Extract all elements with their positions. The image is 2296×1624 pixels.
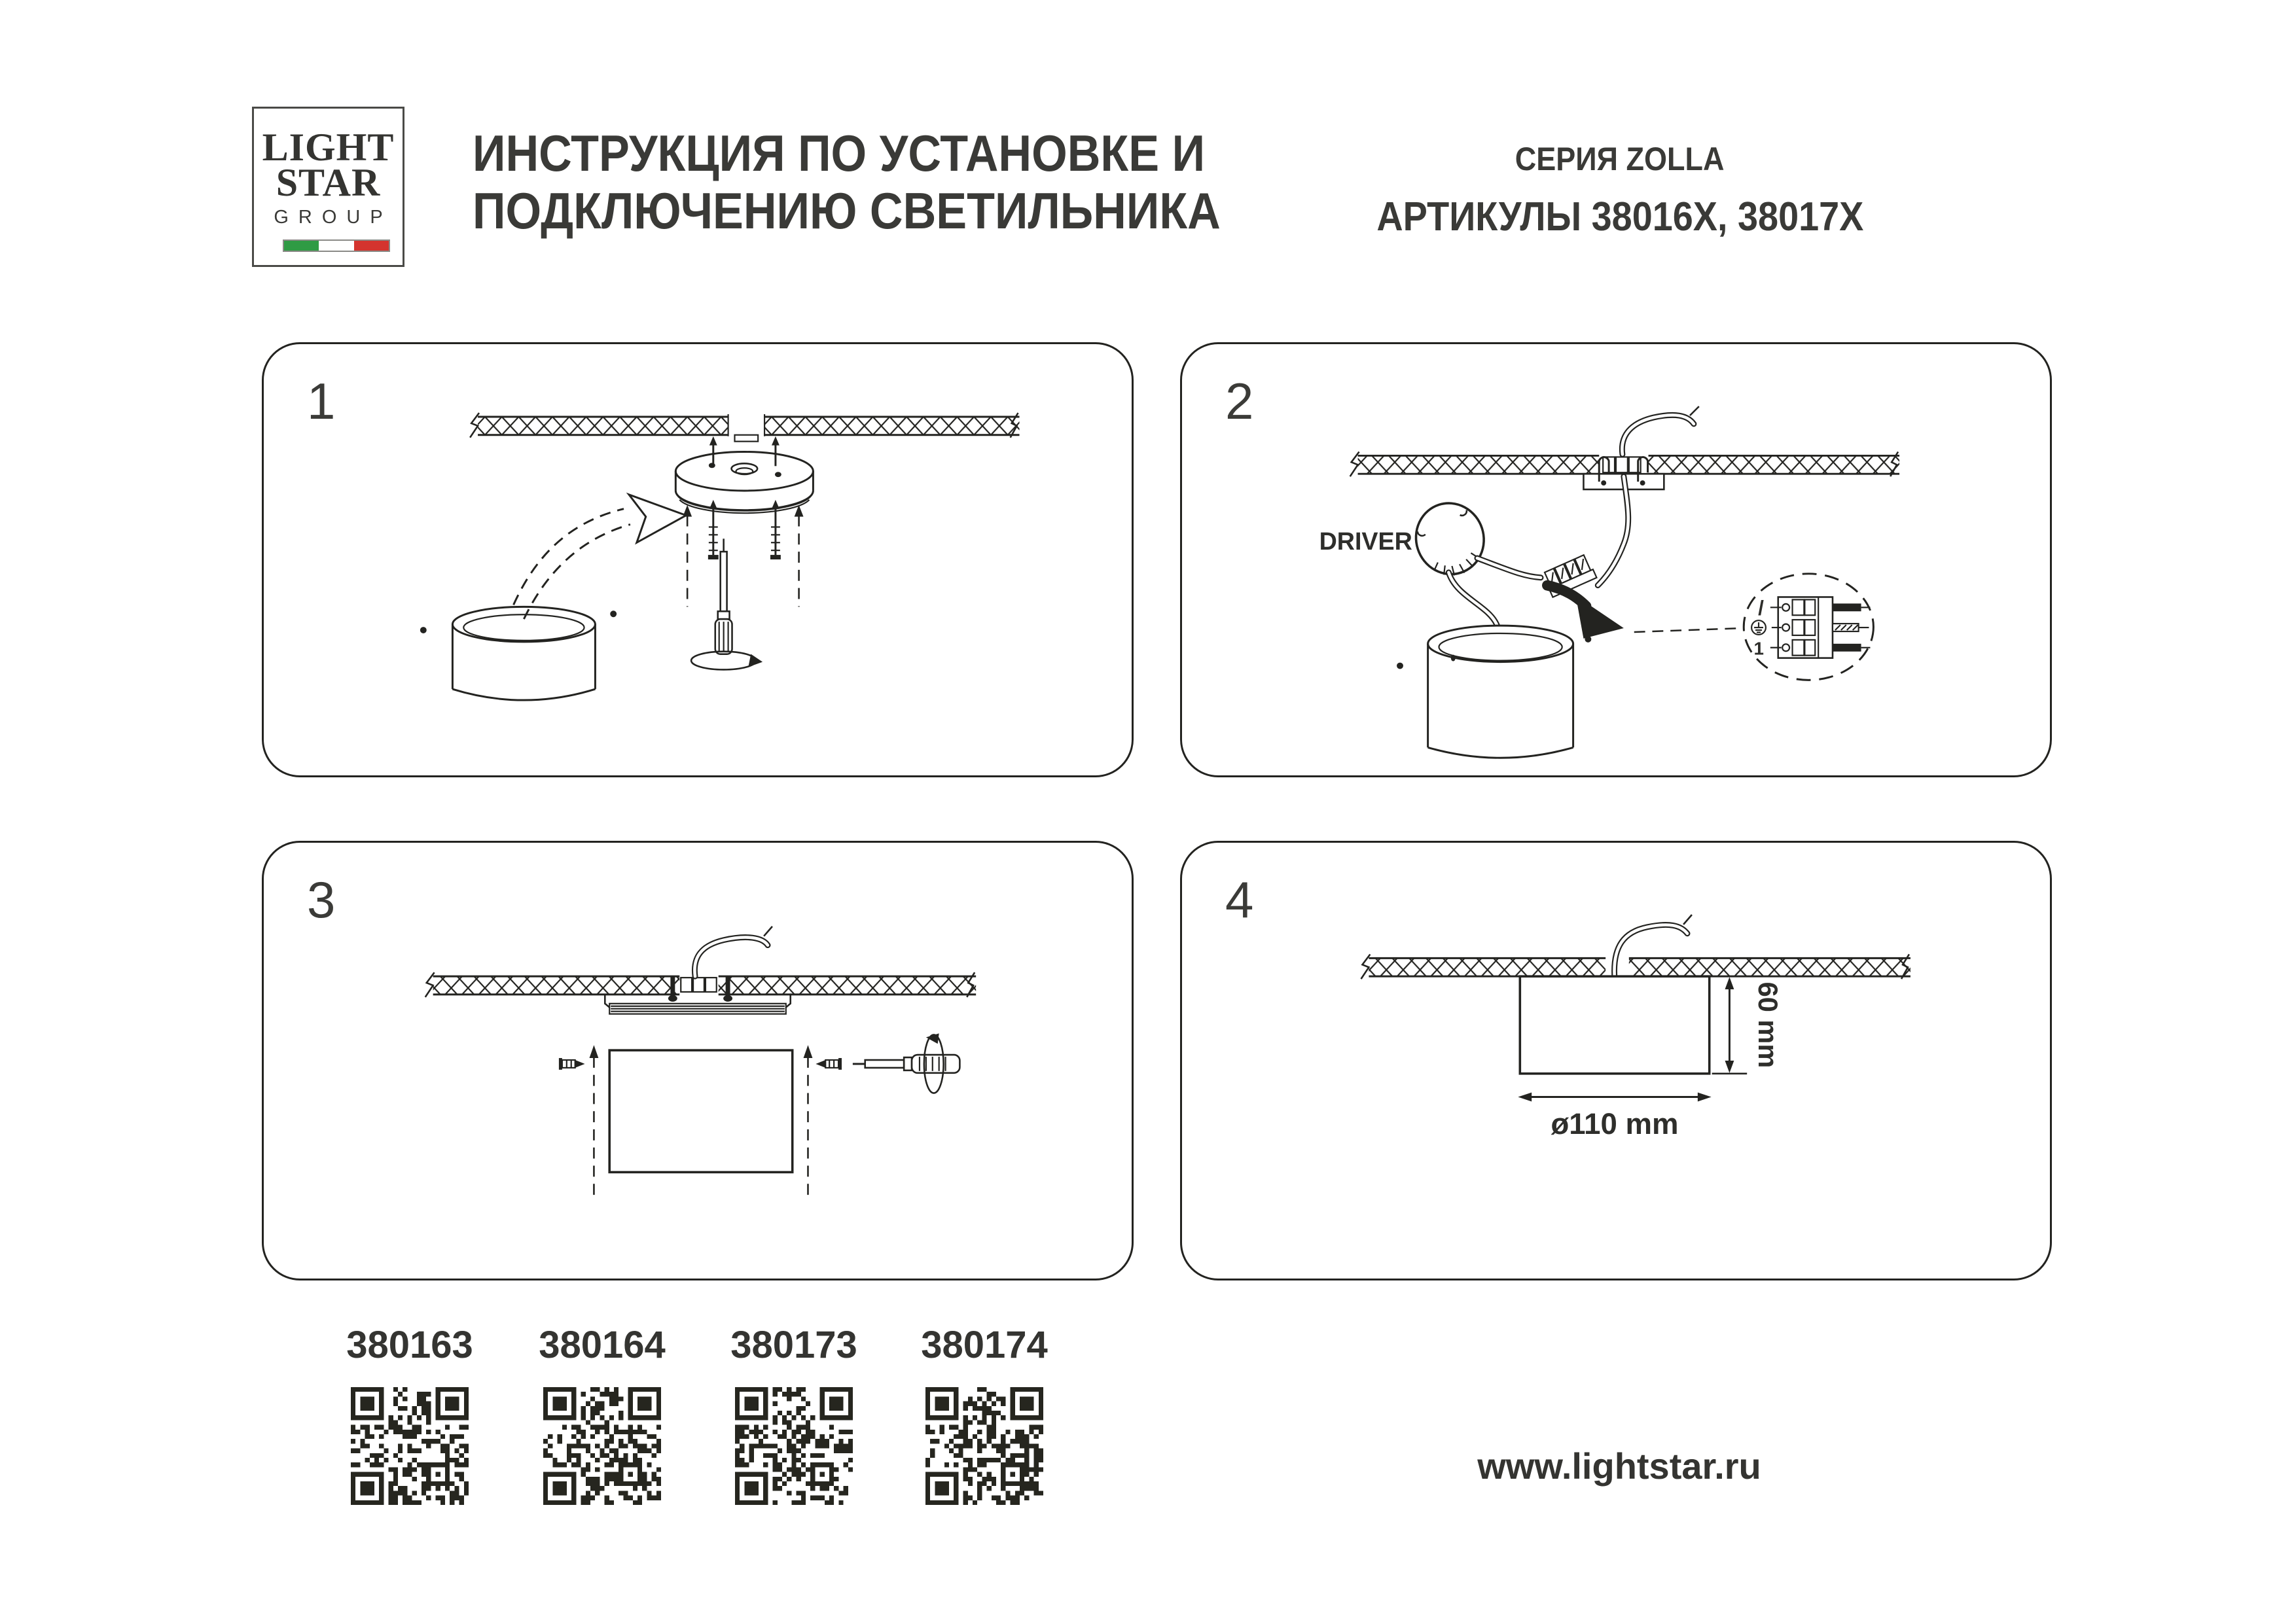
screw-icon [559, 1058, 585, 1070]
height-label: 60 mm [1753, 981, 1784, 1068]
terminal-detail [1744, 574, 1873, 680]
logo-word-light: LIGHT [262, 126, 395, 169]
height-dimension [1712, 977, 1784, 1074]
mounting-plate [675, 452, 813, 514]
logo-word-group: GROUP [274, 207, 393, 228]
mounted-fixture [1520, 976, 1709, 1074]
article-number: 380163 [346, 1324, 473, 1366]
diameter-dimension [1518, 1093, 1711, 1140]
up-arrow-dashed [683, 505, 803, 607]
lamp-body-side [609, 1050, 792, 1172]
step-1-number: 1 [307, 372, 336, 430]
screw-icon [816, 1058, 842, 1070]
qr-code [735, 1387, 853, 1505]
flag-green [284, 241, 319, 251]
step-4-illustration [1182, 843, 2050, 1279]
step-1-panel [262, 342, 1134, 777]
mains-cable [1598, 406, 1699, 586]
articles-label: АРТИКУЛЫ 38016X, 38017X [1376, 194, 1864, 239]
lamp-cylinder [420, 607, 617, 700]
screw-icon [708, 500, 719, 559]
lightstar-logo [252, 107, 404, 267]
series-header [1319, 140, 1921, 240]
qr-code [543, 1387, 661, 1505]
ceiling-hatch [470, 413, 1019, 442]
website-url: www.lightstar.ru [1477, 1445, 1761, 1487]
flag-red [354, 241, 389, 251]
step-2-number: 2 [1225, 372, 1254, 430]
italian-flag-bar [283, 239, 390, 252]
article-number: 380174 [921, 1324, 1048, 1366]
step-3-illustration [264, 843, 1132, 1279]
terminal-label-one: 1 [1753, 638, 1764, 659]
article-number: 380164 [539, 1324, 666, 1366]
curved-arrow [514, 495, 687, 619]
step-2-panel [1180, 342, 2052, 777]
lamp-cylinder [1397, 626, 1591, 758]
screwdriver-icon [853, 1033, 960, 1093]
pointer-arrow [1547, 586, 1624, 639]
qr-code [351, 1387, 469, 1505]
title-line-2: ПОДКЛЮЧЕНИЮ СВЕТИЛЬНИКА [473, 182, 1221, 239]
screw-icon [770, 500, 781, 559]
leader-line [1634, 628, 1742, 632]
step-3-number: 3 [307, 871, 336, 928]
diameter-label: ø110 mm [1551, 1106, 1679, 1140]
article-number: 380173 [730, 1324, 857, 1366]
step-4-panel [1180, 841, 2052, 1280]
series-label: СЕРИЯ ZOLLA [1515, 141, 1725, 177]
terminal-label-live: / [1758, 596, 1764, 620]
screwdriver-icon [691, 538, 762, 669]
driver-label: DRIVER [1319, 527, 1412, 556]
mains-cable [694, 927, 772, 976]
step-3-panel [262, 841, 1134, 1280]
qr-code [925, 1387, 1043, 1505]
step-2-illustration [1182, 344, 2050, 775]
step-4-number: 4 [1225, 871, 1254, 928]
page-title [473, 124, 1304, 239]
step-1-illustration [264, 344, 1132, 775]
title-line-1: ИНСТРУКЦИЯ ПО УСТАНОВКЕ И [473, 124, 1206, 182]
flag-white [319, 241, 353, 251]
ceiling-hatch [425, 972, 976, 997]
earth-symbol-icon [1751, 620, 1766, 635]
logo-word-star: STAR [276, 161, 381, 204]
